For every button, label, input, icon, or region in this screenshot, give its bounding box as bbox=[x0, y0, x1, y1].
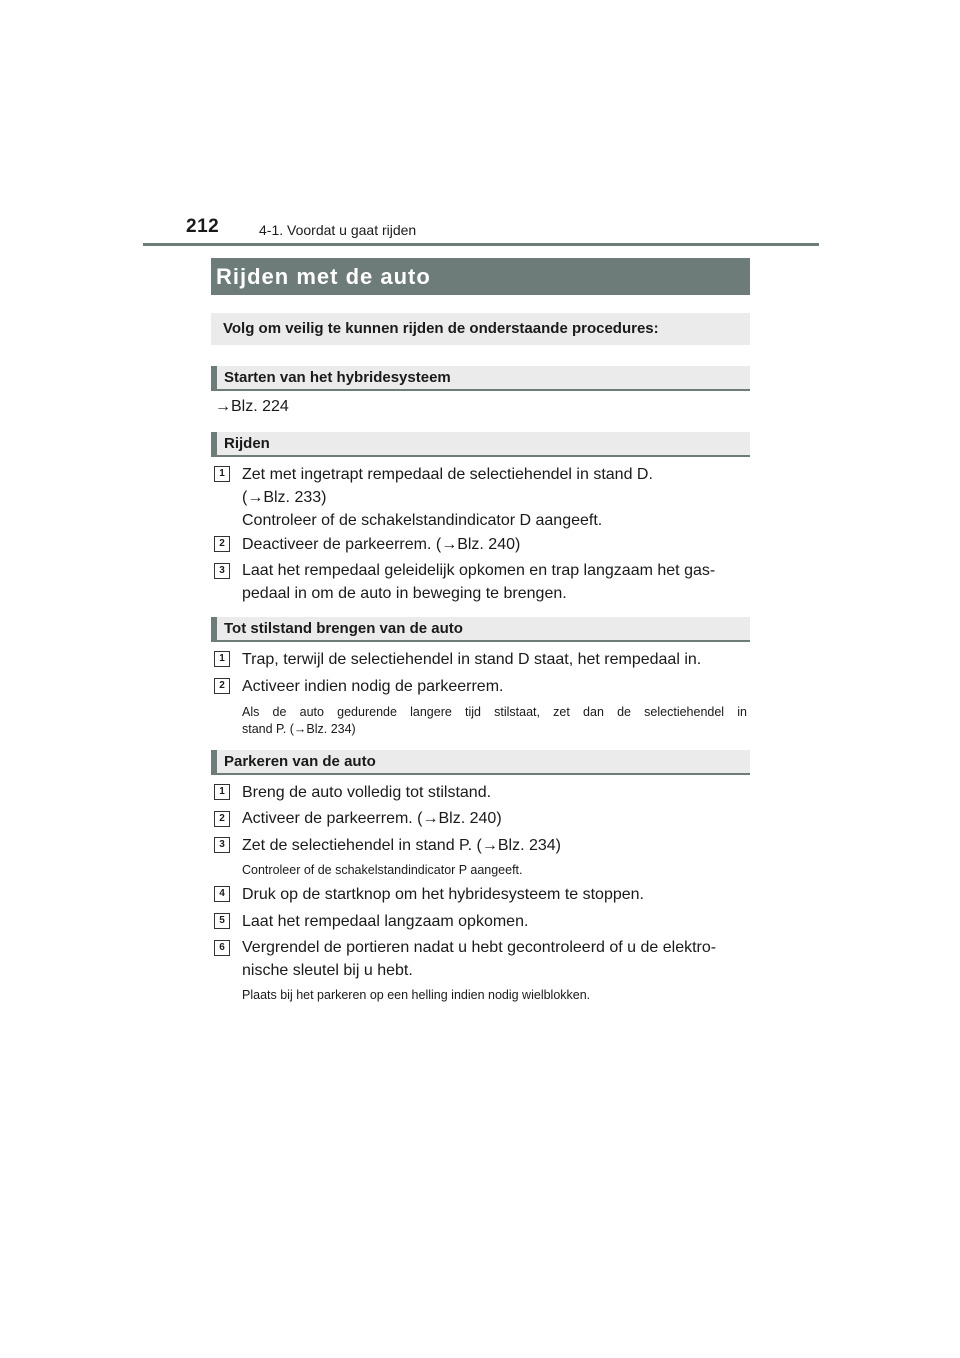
heading-start bbox=[211, 366, 750, 391]
heading-driving bbox=[211, 432, 750, 457]
intro-text: Volg om veilig te kunnen rijden de onderstaande procedures: bbox=[211, 313, 750, 345]
step-line: Vergrendel de portieren nadat u hebt gecontroleerd of u de elektro- bbox=[242, 939, 717, 956]
step-number: 2 bbox=[214, 811, 230, 827]
parking-step-1: Breng de auto volledig tot stilstand. bbox=[242, 784, 492, 801]
step-number: 2 bbox=[214, 536, 230, 552]
step-line: Laat het rempedaal geleidelijk opkomen en trap langzaam het gas- bbox=[242, 562, 716, 579]
section-path: 4-1. Voordat u gaat rijden bbox=[259, 222, 417, 238]
step-line: pedaal in om de auto in beweging te brengen. bbox=[242, 585, 567, 602]
driving-step-2 bbox=[242, 533, 752, 556]
heading-stopping bbox=[211, 617, 750, 642]
step-line: Controleer of de schakelstandindicator D aangeeft. bbox=[242, 512, 603, 529]
note-line: Als de auto gedurende langere tijd stilstaat, zet dan de selectiehendel in bbox=[242, 705, 747, 719]
parking-step-5: Laat het rempedaal langzaam opkomen. bbox=[242, 913, 529, 930]
heading-stopping-label: Tot stilstand brengen van de auto bbox=[224, 620, 463, 637]
driving-step-3 bbox=[242, 559, 752, 605]
page-number: 212 bbox=[186, 216, 220, 237]
step-line: Deactiveer de parkeerrem. (→Blz. 240) bbox=[242, 536, 521, 553]
step-number: 3 bbox=[214, 837, 230, 853]
step-number: 1 bbox=[214, 784, 230, 800]
heading-parking bbox=[211, 750, 750, 775]
heading-driving-label: Rijden bbox=[224, 435, 270, 452]
step-number: 1 bbox=[214, 466, 230, 482]
heading-parking-label: Parkeren van de auto bbox=[224, 753, 376, 770]
parking-note-1: Controleer of de schakelstandindicator P aangeeft. bbox=[242, 863, 523, 877]
start-reference: →Blz. 224 bbox=[215, 398, 289, 415]
step-number: 4 bbox=[214, 886, 230, 902]
parking-step-4: Druk op de startknop om het hybridesysteem te stoppen. bbox=[242, 886, 644, 903]
stopping-note bbox=[242, 704, 747, 738]
header-divider bbox=[143, 243, 819, 246]
note-line: stand P. (→Blz. 234) bbox=[242, 722, 356, 736]
step-line: nische sleutel bij u hebt. bbox=[242, 962, 413, 979]
step-number: 3 bbox=[214, 563, 230, 579]
page-header bbox=[0, 0, 960, 246]
step-number: 6 bbox=[214, 940, 230, 956]
parking-step-3: Zet de selectiehendel in stand P. (→Blz. 234) bbox=[242, 837, 561, 854]
parking-step-2: Activeer de parkeerrem. (→Blz. 240) bbox=[242, 810, 502, 827]
heading-start-label: Starten van het hybridesysteem bbox=[224, 369, 451, 386]
step-number: 2 bbox=[214, 678, 230, 694]
stopping-step-1: Trap, terwijl de selectiehendel in stand D staat, het rempedaal in. bbox=[242, 651, 702, 668]
step-number: 1 bbox=[214, 651, 230, 667]
stopping-step-2: Activeer indien nodig de parkeerrem. bbox=[242, 678, 504, 695]
page-title: Rijden met de auto bbox=[211, 258, 750, 295]
step-line: (→Blz. 233) bbox=[242, 489, 327, 506]
driving-step-1 bbox=[242, 463, 752, 532]
parking-step-6 bbox=[242, 936, 752, 982]
step-line: Zet met ingetrapt rempedaal de selectiehendel in stand D. bbox=[242, 466, 653, 483]
step-number: 5 bbox=[214, 913, 230, 929]
parking-note-2: Plaats bij het parkeren op een helling indien nodig wielblokken. bbox=[242, 988, 591, 1002]
